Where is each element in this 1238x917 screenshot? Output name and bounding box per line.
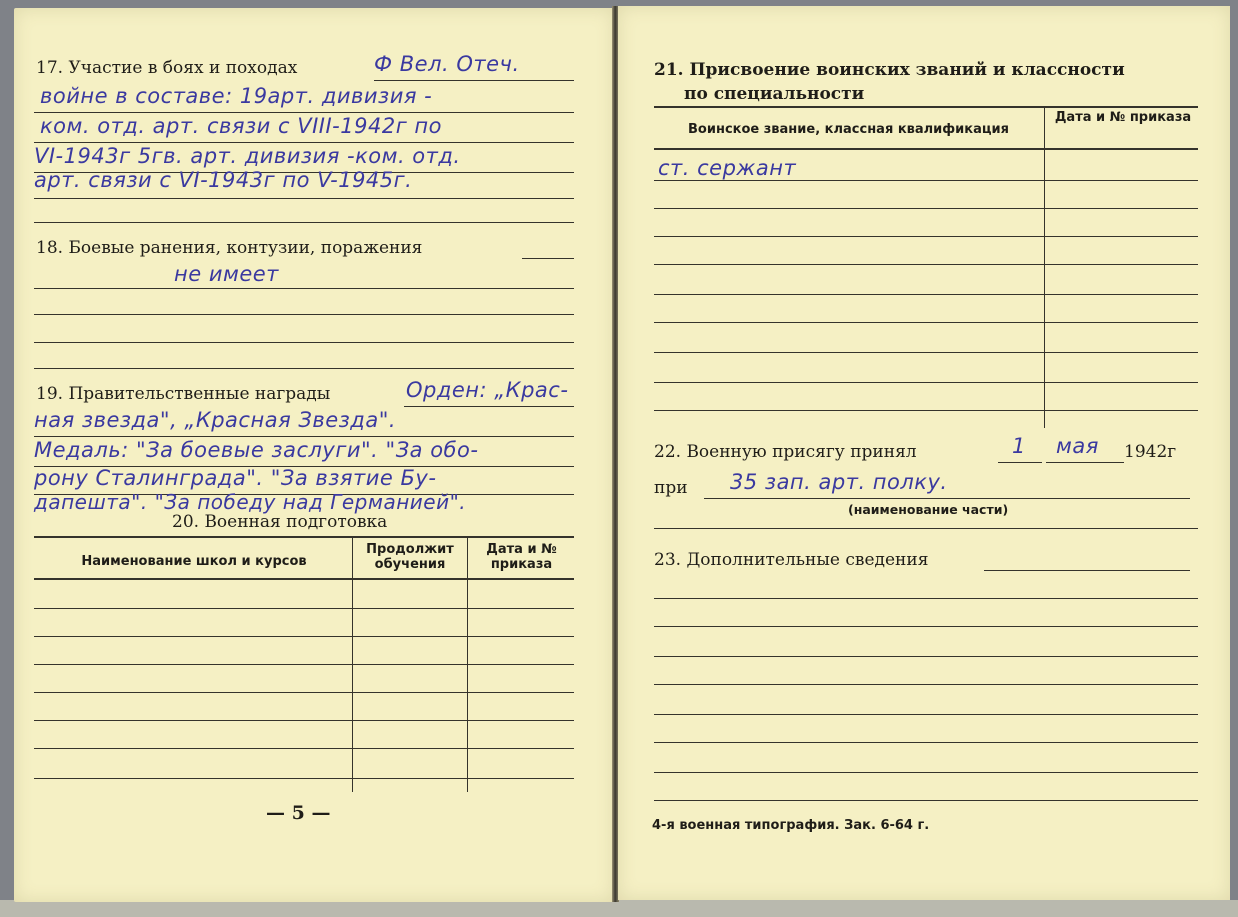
section-22-label: 22. Военную присягу принял: [654, 442, 917, 462]
rule: [34, 142, 574, 143]
section-17-entry-4: VI-1943г 5гв. арт. дивизия -ком. отд.: [34, 144, 461, 168]
section-21-label-line-1: 21. Присвоение воинских званий и классности: [654, 60, 1125, 80]
table-row-rule: [34, 720, 574, 721]
page-number: — 5 —: [266, 802, 331, 824]
rule: [1046, 462, 1124, 463]
section-18-entry: не имеет: [174, 262, 279, 286]
table-row-rule: [654, 352, 1198, 353]
rule: [522, 258, 574, 259]
rule: [654, 742, 1198, 743]
table-top-rule: [654, 106, 1198, 108]
rank-col-name: Воинское звание, классная квалификация: [688, 122, 1009, 137]
rule: [34, 288, 574, 289]
rank-col-order: Дата и № приказа: [1054, 110, 1192, 125]
rule: [34, 368, 574, 369]
rule: [404, 406, 574, 407]
rule: [34, 112, 574, 113]
table-row-rule: [34, 692, 574, 693]
rule: [34, 342, 574, 343]
rule: [654, 772, 1198, 773]
table-top-rule: [34, 536, 574, 538]
section-21-label-line-2: по специальности: [684, 84, 865, 104]
rule: [654, 714, 1198, 715]
section-19-entry-4: рону Сталинграда". "За взятие Бу-: [34, 466, 437, 490]
rule: [34, 222, 574, 223]
table-row-rule: [654, 236, 1198, 237]
table-divider: [1044, 106, 1045, 428]
table-row-rule: [34, 778, 574, 779]
right-page: [618, 6, 1230, 900]
rank-entry: ст. сержант: [658, 156, 797, 180]
rule: [34, 436, 574, 437]
training-col-order: Дата и № приказа: [486, 542, 557, 572]
left-page: [14, 8, 614, 902]
section-19-entry-2: ная звезда", „Красная Звезда".: [34, 408, 397, 432]
table-row-rule: [654, 410, 1198, 411]
table-header-rule: [654, 148, 1198, 150]
table-row-rule: [654, 180, 1198, 181]
printer-footer: 4-я военная типография. Зак. 6-64 г.: [652, 818, 930, 833]
section-17-entry-2: войне в составе: 19арт. дивизия -: [40, 84, 433, 108]
section-17-label: 17. Участие в боях и походах: [36, 58, 298, 78]
oath-unit-caption: (наименование части): [848, 502, 1009, 517]
training-col-name: Наименование школ и курсов: [81, 554, 307, 569]
book-edge: [0, 900, 1238, 917]
section-18-label: 18. Боевые ранения, контузии, поражения: [36, 238, 423, 258]
rule: [654, 684, 1198, 685]
section-23-label: 23. Дополнительные сведения: [654, 550, 929, 570]
rule: [998, 462, 1042, 463]
table-row-rule: [34, 748, 574, 749]
table-row-rule: [654, 382, 1198, 383]
rule: [654, 626, 1198, 627]
table-header-rule: [34, 578, 574, 580]
section-19-entry-1: Орден: „Крас-: [406, 378, 569, 402]
table-row-rule: [654, 208, 1198, 209]
training-col-duration: Продолжит обучения: [366, 542, 454, 572]
table-row-rule: [34, 636, 574, 637]
oath-day: 1: [1012, 434, 1026, 458]
rule: [654, 656, 1198, 657]
section-19-entry-5: дапешта". "За победу над Германией".: [34, 490, 467, 514]
table-row-rule: [34, 608, 574, 609]
table-row-rule: [654, 294, 1198, 295]
section-17-entry-5: арт. связи с VI-1943г по V-1945г.: [34, 168, 413, 192]
section-17-entry-1: Ф Вел. Отеч.: [374, 52, 520, 76]
section-17-entry-3: ком. отд. арт. связи с VIII-1942г по: [40, 114, 442, 138]
rule: [34, 198, 574, 199]
table-row-rule: [654, 264, 1198, 265]
oath-at-label: при: [654, 478, 688, 498]
oath-unit: 35 зап. арт. полку.: [730, 470, 948, 494]
rule: [704, 498, 1190, 499]
rule: [654, 598, 1198, 599]
table-row-rule: [34, 664, 574, 665]
table-row-rule: [654, 322, 1198, 323]
section-20-label: 20. Военная подготовка: [172, 512, 388, 532]
oath-month: мая: [1056, 434, 1099, 458]
section-19-label: 19. Правительственные награды: [36, 384, 331, 404]
rule: [374, 80, 574, 81]
oath-year: 1942г: [1124, 442, 1177, 462]
rule: [654, 800, 1198, 801]
section-19-entry-3: Медаль: "За боевые заслуги". "За обо-: [34, 438, 479, 462]
rule: [984, 570, 1190, 571]
rule: [34, 314, 574, 315]
rule: [654, 528, 1198, 529]
